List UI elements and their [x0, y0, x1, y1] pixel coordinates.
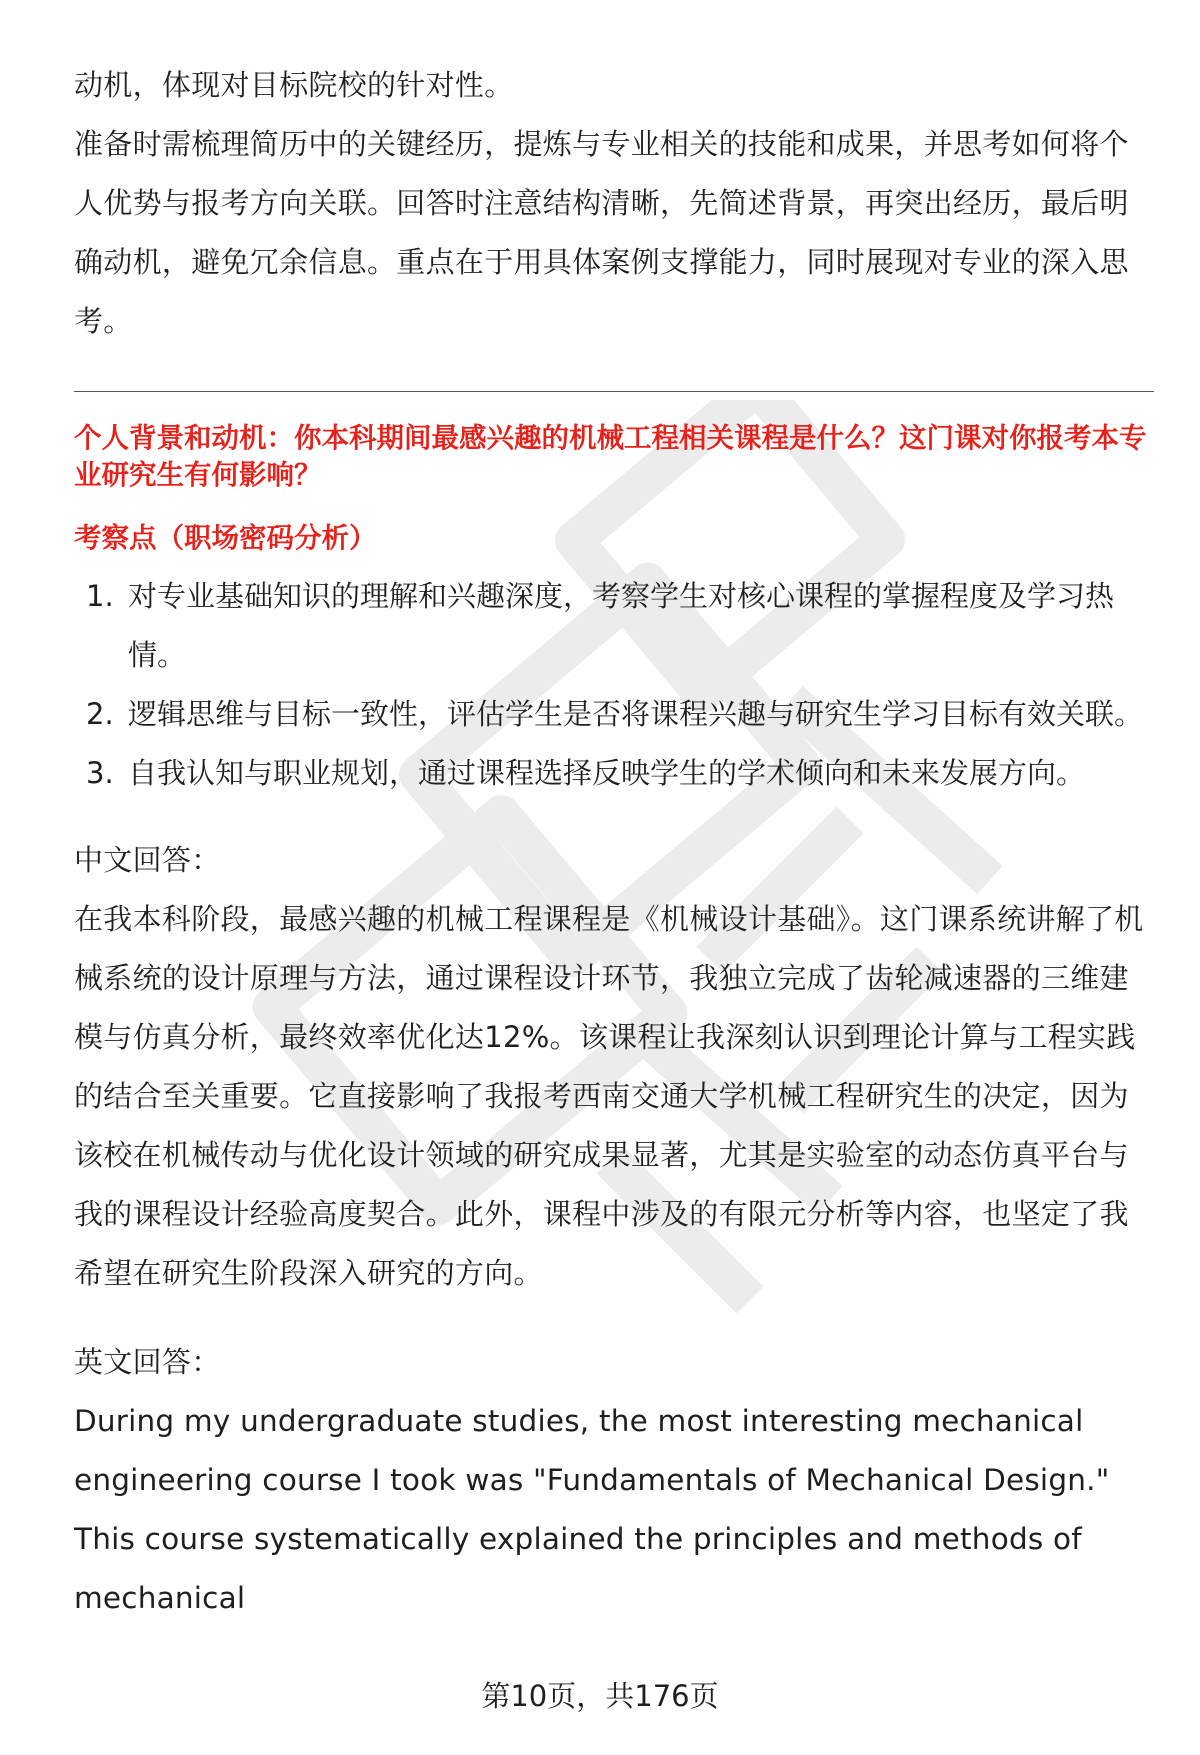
list-item-text: 对专业基础知识的理解和兴趣深度，考察学生对核心课程的掌握程度及学习热情。 — [128, 579, 1115, 672]
list-item-number: 2. — [86, 697, 114, 731]
list-item-number: 3. — [86, 756, 114, 790]
assessment-heading: 考察点（职场密码分析） — [74, 522, 377, 554]
english-answer-label: 英文回答： — [74, 1345, 221, 1379]
list-item-text: 自我认知与职业规划，通过课程选择反映学生的学术倾向和未来发展方向。 — [128, 756, 1086, 790]
chinese-answer-text: 在我本科阶段，最感兴趣的机械工程课程是《机械设计基础》。这门课系统讲解了机械系统的设计原理与方法，通过课程设计环节，我独立完成了齿轮减速器的三维建模与仿真分析，最终效率优化达12%。该课程让我深刻认识到理论计算与工程实践的结合至关重要。它直接影响了我报考西南交通大学机械工程研究生的决定，因为该校在机械传动与优化设计领域的研究成果显著，尤其是实验室的动态仿真平台与我的课程设计经验高度契合。此外，课程中涉及的有限元分析等内容，也坚定了我希望在研究生阶段深入研究的方向。 — [74, 902, 1144, 1290]
list-item-number: 1. — [86, 579, 114, 613]
assessment-list — [74, 567, 1154, 803]
page-footer: 第10页，共176页 — [481, 1679, 719, 1713]
chinese-answer-label: 中文回答： — [74, 843, 221, 877]
list-item — [74, 744, 1154, 803]
section-divider — [74, 391, 1154, 392]
intro-continuation: 动机，体现对目标院校的针对性。 — [74, 68, 514, 102]
question-title: 个人背景和动机：你本科期间最感兴趣的机械工程相关课程是什么？这门课对你报考本专业研究生有何影响？ — [74, 422, 1147, 491]
list-item — [74, 567, 1154, 685]
prep-paragraph: 准备时需梳理简历中的关键经历，提炼与专业相关的技能和成果，并思考如何将个人优势与报考方向关联。回答时注意结构清晰，先简述背景，再突出经历，最后明确动机，避免冗余信息。重点在于用具体案例支撑能力，同时展现对专业的深入思考。 — [74, 127, 1129, 338]
list-item — [74, 685, 1154, 744]
english-answer-text: During my undergraduate studies, the most interesting mechanical engineering course I took was "Fundamentals of Mechanical Design." This course systematically explained the principles and methods of mechanical — [74, 1404, 1110, 1615]
main-content — [74, 56, 1154, 1628]
list-item-text: 逻辑思维与目标一致性，评估学生是否将课程兴趣与研究生学习目标有效关联。 — [128, 697, 1144, 731]
